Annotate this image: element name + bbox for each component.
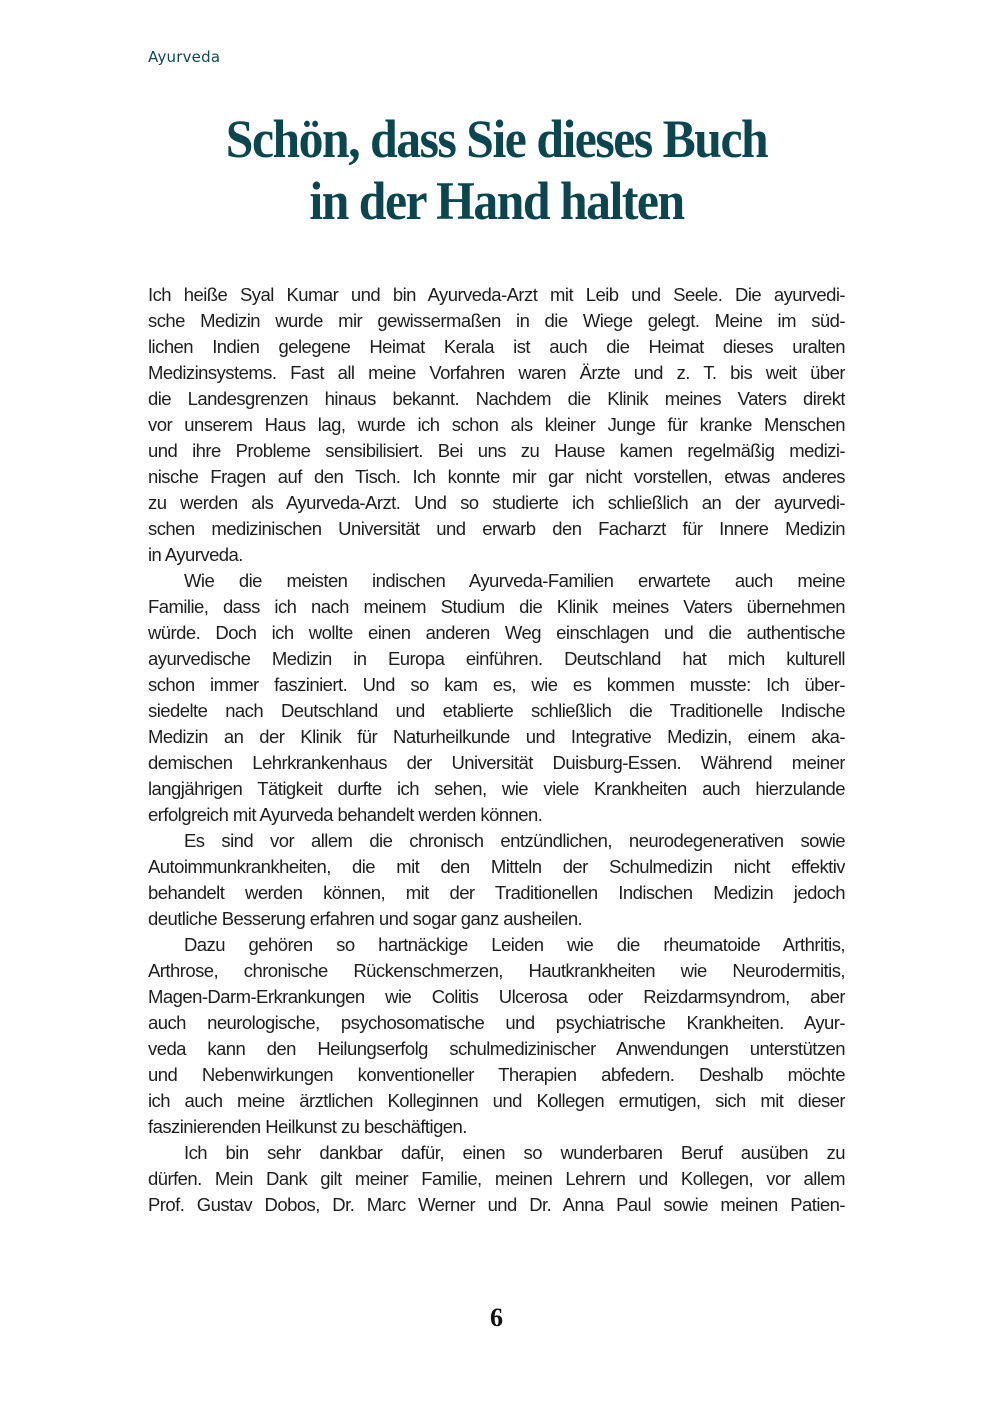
text-line-content: deutliche Besserung erfahren und sogar ganz ausheilen. [148,908,583,929]
text-line-content: dürfen. Mein Dank gilt meiner Familie, meinen Lehrern und Kollegen, vor allem [148,1168,845,1189]
paragraph [148,932,845,1140]
text-line-content: veda kann den Heilungserfolg schulmedizinischer Anwendungen unterstützen [148,1038,845,1059]
text-line-content: nische Fragen auf den Tisch. Ich konnte mir gar nicht vorstellen, etwas anderes [148,466,845,487]
text-line [148,386,845,412]
text-line-content: vor unserem Haus lag, wurde ich schon als kleiner Junge für kranke Menschen [148,414,845,435]
text-line [148,958,845,984]
text-line [148,412,845,438]
text-line [148,646,845,672]
text-line [148,542,845,568]
chapter-title [40,108,954,232]
text-line [148,906,845,932]
text-line [148,1036,845,1062]
text-line [148,334,845,360]
text-line [148,1192,845,1218]
text-line-content: sche Medizin wurde mir gewissermaßen in die Wiege gelegt. Meine im süd- [148,310,845,331]
text-line [148,1166,845,1192]
text-line [148,932,845,958]
text-line [148,568,845,594]
text-line [148,490,845,516]
text-line-content: Prof. Gustav Dobos, Dr. Marc Werner und Dr. Anna Paul sowie meinen Patien- [148,1194,845,1215]
text-line-content: demischen Lehrkrankenhaus der Universität Duisburg-Essen. Während meiner [148,752,845,773]
body-text [148,282,845,1218]
text-line-content: Dazu gehören so hartnäckige Leiden wie die rheumatoide Arthritis, [184,934,845,955]
text-line [148,698,845,724]
text-line-content: erfolgreich mit Ayurveda behandelt werden können. [148,804,543,825]
text-line-content: Es sind vor allem die chronisch entzündlichen, neurodegenerativen sowie [184,830,845,851]
text-line [148,802,845,828]
text-line [148,1140,845,1166]
text-line [148,308,845,334]
text-line [148,360,845,386]
text-line-content: Medizinsystems. Fast all meine Vorfahren waren Ärzte und z. T. bis weit über [148,362,845,383]
text-line [148,724,845,750]
text-line [148,750,845,776]
chapter-title-line-1: Schön, dass Sie dieses Buch [225,109,768,169]
text-line-content: und Nebenwirkungen konventioneller Therapien abfedern. Deshalb möchte [148,1064,845,1085]
text-line-content: Arthrose, chronische Rückenschmerzen, Hautkrankheiten wie Neurodermitis, [148,960,845,981]
text-line-content: schen medizinischen Universität und erwarb den Facharzt für Innere Medizin [148,518,845,539]
text-line-content: auch neurologische, psychosomatische und psychiatrische Krankheiten. Ayur- [148,1012,845,1033]
running-head: Ayurveda [148,48,221,66]
text-line [148,1010,845,1036]
text-line-content: in Ayurveda. [148,544,243,565]
text-line [148,1088,845,1114]
text-line-content: ayurvedische Medizin in Europa einführen. Deutschland hat mich kulturell [148,648,845,669]
text-line-content: schon immer fasziniert. Und so kam es, wie es kommen musste: Ich über- [148,674,845,695]
text-line-content: Medizin an der Klinik für Naturheilkunde und Integrative Medizin, einem aka- [148,726,845,747]
paragraph [148,1140,845,1218]
text-line-content: Magen-Darm-Erkrankungen wie Colitis Ulcerosa oder Reizdarmsyndrom, aber [148,986,845,1007]
text-line-content: Ich heiße Syal Kumar und bin Ayurveda-Arzt mit Leib und Seele. Die ayurvedi- [148,284,845,305]
text-line-content: und ihre Probleme sensibilisiert. Bei uns zu Hause kamen regelmäßig medizi- [148,440,845,461]
paragraph [148,568,845,828]
text-line-content: Familie, dass ich nach meinem Studium die Klinik meines Vaters übernehmen [148,596,845,617]
text-line [148,1114,845,1140]
text-line-content: Autoimmunkrankheiten, die mit den Mitteln der Schulmedizin nicht effektiv [148,856,845,877]
text-line-content: faszinierenden Heilkunst zu beschäftigen. [148,1116,467,1137]
paragraph [148,282,845,568]
text-line [148,282,845,308]
text-line [148,594,845,620]
text-line-content: lichen Indien gelegene Heimat Kerala ist auch die Heimat dieses uralten [148,336,845,357]
text-line-content: zu werden als Ayurveda-Arzt. Und so studierte ich schließlich an der ayurvedi- [148,492,845,513]
text-line-content: die Landesgrenzen hinaus bekannt. Nachdem die Klinik meines Vaters direkt [148,388,845,409]
text-line [148,828,845,854]
text-line-content: ich auch meine ärztlichen Kolleginnen und Kollegen ermutigen, sich mit dieser [148,1090,845,1111]
text-line [148,516,845,542]
text-line [148,1062,845,1088]
text-line [148,672,845,698]
text-line-content: Wie die meisten indischen Ayurveda-Familien erwartete auch meine [184,570,845,591]
text-line [148,438,845,464]
text-line-content: langjährigen Tätigkeit durfte ich sehen, wie viele Krankheiten auch hierzulande [148,778,845,799]
text-line-content: siedelte nach Deutschland und etablierte schließlich die Traditionelle Indische [148,700,845,721]
page-number: 6 [490,1303,503,1332]
text-line [148,620,845,646]
text-line [148,776,845,802]
text-line [148,854,845,880]
text-line [148,984,845,1010]
chapter-title-line-2: in der Hand halten [309,171,684,231]
text-line [148,880,845,906]
text-line-content: Ich bin sehr dankbar dafür, einen so wunderbaren Beruf ausüben zu [184,1142,845,1163]
text-line-content: behandelt werden können, mit der Traditionellen Indischen Medizin jedoch [148,882,845,903]
text-line-content: würde. Doch ich wollte einen anderen Weg einschlagen und die authentische [148,622,845,643]
paragraph [148,828,845,932]
text-line [148,464,845,490]
